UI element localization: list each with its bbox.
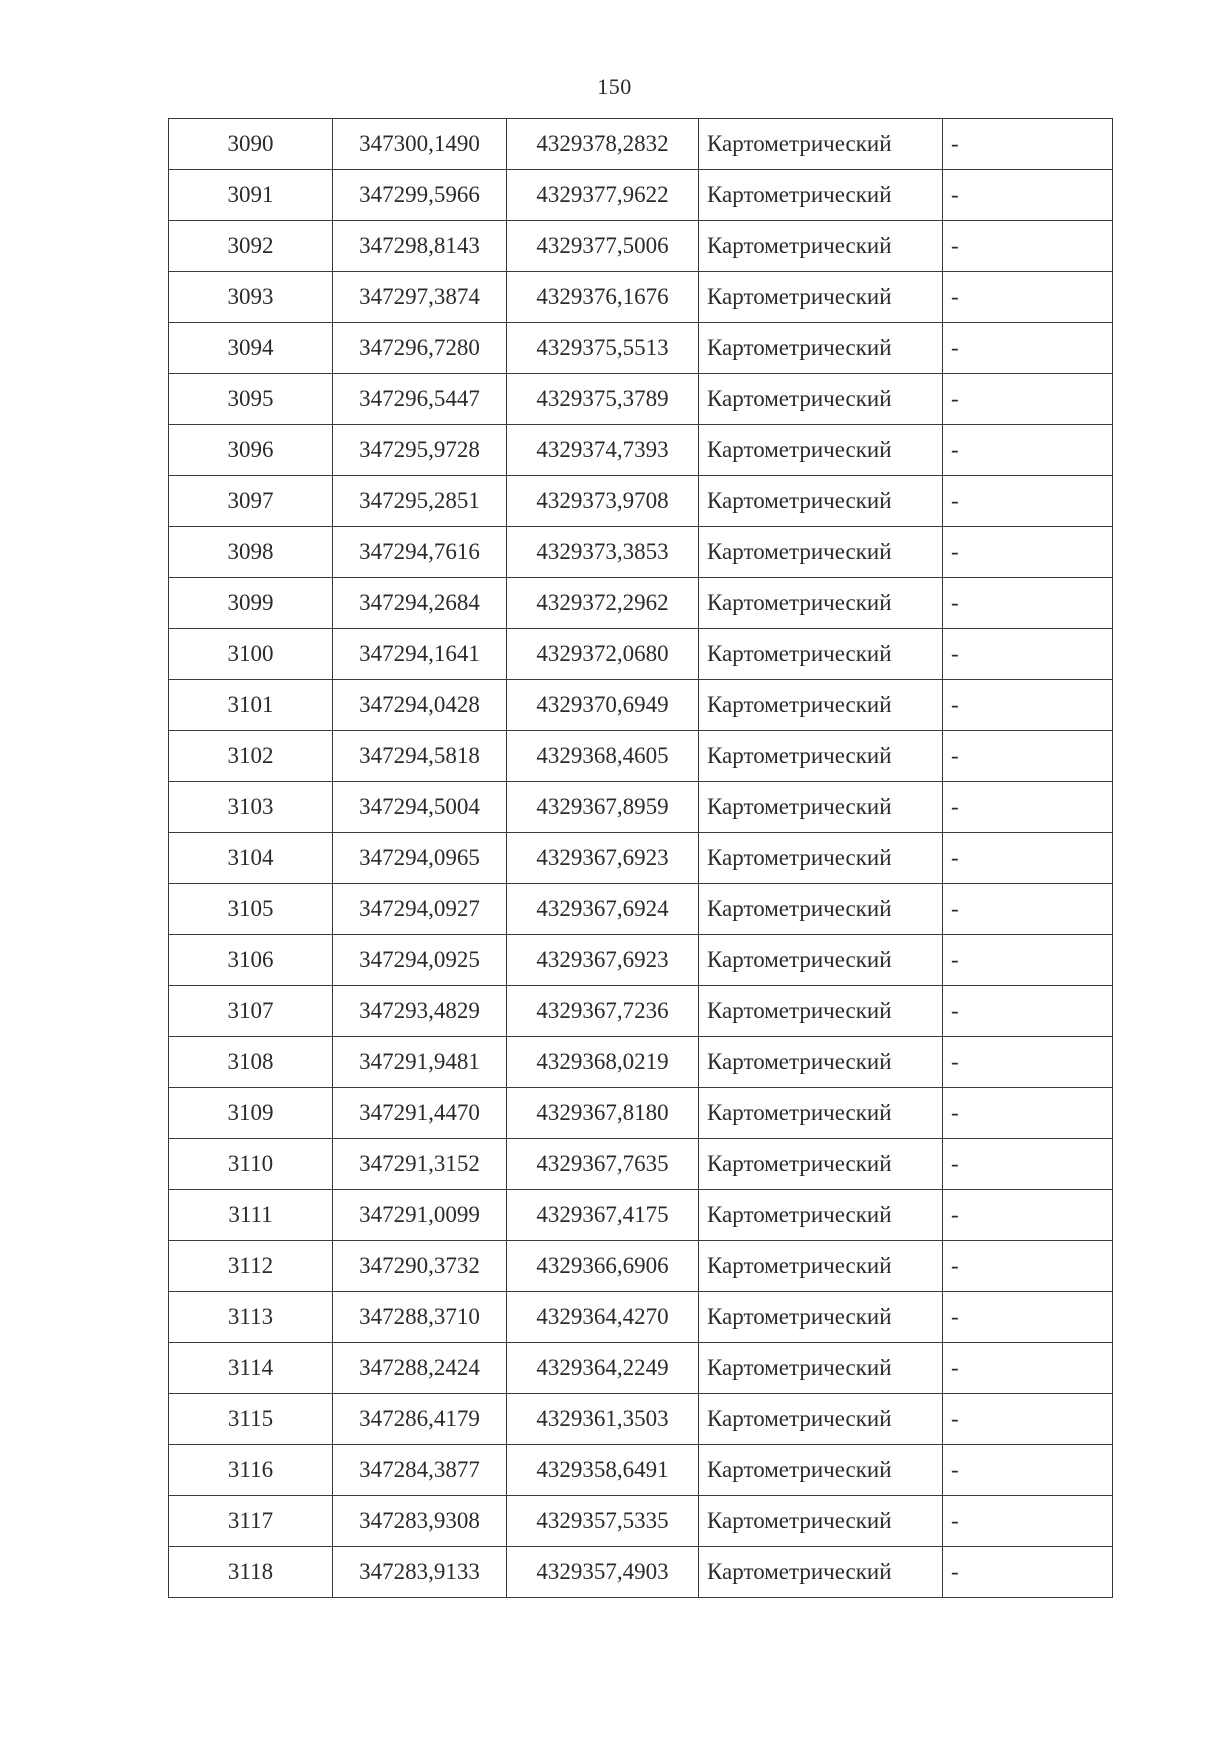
method-cell: Картометрический — [699, 1292, 943, 1343]
method-cell: Картометрический — [699, 680, 943, 731]
table-row — [169, 1037, 1113, 1088]
method-cell: Картометрический — [699, 1496, 943, 1547]
y-coordinate-cell: 4329367,8959 — [507, 782, 699, 833]
y-coordinate-cell: 4329367,7236 — [507, 986, 699, 1037]
note-cell: - — [943, 884, 1113, 935]
table-row — [169, 1139, 1113, 1190]
method-cell: Картометрический — [699, 782, 943, 833]
point-number-cell: 3103 — [169, 782, 333, 833]
note-cell: - — [943, 425, 1113, 476]
note-cell: - — [943, 680, 1113, 731]
x-coordinate-cell: 347299,5966 — [333, 170, 507, 221]
method-cell: Картометрический — [699, 1241, 943, 1292]
method-cell: Картометрический — [699, 1190, 943, 1241]
point-number-cell: 3114 — [169, 1343, 333, 1394]
note-cell: - — [943, 1241, 1113, 1292]
y-coordinate-cell: 4329373,3853 — [507, 527, 699, 578]
x-coordinate-cell: 347294,0965 — [333, 833, 507, 884]
x-coordinate-cell: 347290,3732 — [333, 1241, 507, 1292]
y-coordinate-cell: 4329358,6491 — [507, 1445, 699, 1496]
point-number-cell: 3096 — [169, 425, 333, 476]
note-cell: - — [943, 1394, 1113, 1445]
x-coordinate-cell: 347283,9133 — [333, 1547, 507, 1598]
point-number-cell: 3097 — [169, 476, 333, 527]
x-coordinate-cell: 347294,5004 — [333, 782, 507, 833]
table-row — [169, 272, 1113, 323]
x-coordinate-cell: 347298,8143 — [333, 221, 507, 272]
note-cell: - — [943, 119, 1113, 170]
table-row — [169, 782, 1113, 833]
method-cell: Картометрический — [699, 476, 943, 527]
point-number-cell: 3108 — [169, 1037, 333, 1088]
point-number-cell: 3110 — [169, 1139, 333, 1190]
table-row — [169, 629, 1113, 680]
x-coordinate-cell: 347283,9308 — [333, 1496, 507, 1547]
table-row — [169, 1292, 1113, 1343]
page-number: 150 — [597, 74, 632, 99]
point-number-cell: 3106 — [169, 935, 333, 986]
note-cell: - — [943, 221, 1113, 272]
x-coordinate-cell: 347284,3877 — [333, 1445, 507, 1496]
method-cell: Картометрический — [699, 374, 943, 425]
method-cell: Картометрический — [699, 527, 943, 578]
table-row — [169, 527, 1113, 578]
point-number-cell: 3112 — [169, 1241, 333, 1292]
note-cell: - — [943, 1292, 1113, 1343]
table-row — [169, 476, 1113, 527]
y-coordinate-cell: 4329374,7393 — [507, 425, 699, 476]
method-cell: Картометрический — [699, 170, 943, 221]
y-coordinate-cell: 4329377,9622 — [507, 170, 699, 221]
y-coordinate-cell: 4329376,1676 — [507, 272, 699, 323]
note-cell: - — [943, 1445, 1113, 1496]
x-coordinate-cell: 347295,9728 — [333, 425, 507, 476]
y-coordinate-cell: 4329361,3503 — [507, 1394, 699, 1445]
point-number-cell: 3099 — [169, 578, 333, 629]
table-row — [169, 731, 1113, 782]
x-coordinate-cell: 347295,2851 — [333, 476, 507, 527]
note-cell: - — [943, 323, 1113, 374]
note-cell: - — [943, 272, 1113, 323]
point-number-cell: 3118 — [169, 1547, 333, 1598]
y-coordinate-cell: 4329367,7635 — [507, 1139, 699, 1190]
note-cell: - — [943, 833, 1113, 884]
x-coordinate-cell: 347291,4470 — [333, 1088, 507, 1139]
point-number-cell: 3094 — [169, 323, 333, 374]
table-row — [169, 1547, 1113, 1598]
method-cell: Картометрический — [699, 1394, 943, 1445]
table-row — [169, 578, 1113, 629]
y-coordinate-cell: 4329372,2962 — [507, 578, 699, 629]
y-coordinate-cell: 4329367,6923 — [507, 935, 699, 986]
method-cell: Картометрический — [699, 986, 943, 1037]
x-coordinate-cell: 347296,5447 — [333, 374, 507, 425]
y-coordinate-cell: 4329367,6923 — [507, 833, 699, 884]
coordinates-table-body — [169, 119, 1113, 1598]
table-row — [169, 1496, 1113, 1547]
y-coordinate-cell: 4329375,5513 — [507, 323, 699, 374]
note-cell: - — [943, 374, 1113, 425]
x-coordinate-cell: 347294,7616 — [333, 527, 507, 578]
method-cell: Картометрический — [699, 833, 943, 884]
method-cell: Картометрический — [699, 1445, 943, 1496]
table-row — [169, 884, 1113, 935]
method-cell: Картометрический — [699, 272, 943, 323]
method-cell: Картометрический — [699, 221, 943, 272]
x-coordinate-cell: 347291,0099 — [333, 1190, 507, 1241]
point-number-cell: 3111 — [169, 1190, 333, 1241]
y-coordinate-cell: 4329357,5335 — [507, 1496, 699, 1547]
point-number-cell: 3098 — [169, 527, 333, 578]
x-coordinate-cell: 347300,1490 — [333, 119, 507, 170]
point-number-cell: 3102 — [169, 731, 333, 782]
note-cell: - — [943, 782, 1113, 833]
method-cell: Картометрический — [699, 119, 943, 170]
table-row — [169, 1394, 1113, 1445]
table-row — [169, 1241, 1113, 1292]
y-coordinate-cell: 4329372,0680 — [507, 629, 699, 680]
note-cell: - — [943, 1547, 1113, 1598]
point-number-cell: 3105 — [169, 884, 333, 935]
table-row — [169, 119, 1113, 170]
method-cell: Картометрический — [699, 323, 943, 374]
note-cell: - — [943, 1343, 1113, 1394]
table-row — [169, 425, 1113, 476]
y-coordinate-cell: 4329364,2249 — [507, 1343, 699, 1394]
method-cell: Картометрический — [699, 1037, 943, 1088]
table-row — [169, 221, 1113, 272]
method-cell: Картометрический — [699, 1343, 943, 1394]
point-number-cell: 3091 — [169, 170, 333, 221]
table-row — [169, 374, 1113, 425]
y-coordinate-cell: 4329375,3789 — [507, 374, 699, 425]
x-coordinate-cell: 347296,7280 — [333, 323, 507, 374]
point-number-cell: 3113 — [169, 1292, 333, 1343]
x-coordinate-cell: 347294,1641 — [333, 629, 507, 680]
x-coordinate-cell: 347286,4179 — [333, 1394, 507, 1445]
point-number-cell: 3115 — [169, 1394, 333, 1445]
x-coordinate-cell: 347297,3874 — [333, 272, 507, 323]
method-cell: Картометрический — [699, 731, 943, 782]
x-coordinate-cell: 347294,0925 — [333, 935, 507, 986]
point-number-cell: 3095 — [169, 374, 333, 425]
point-number-cell: 3117 — [169, 1496, 333, 1547]
point-number-cell: 3116 — [169, 1445, 333, 1496]
y-coordinate-cell: 4329368,4605 — [507, 731, 699, 782]
note-cell: - — [943, 170, 1113, 221]
method-cell: Картометрический — [699, 578, 943, 629]
x-coordinate-cell: 347294,0428 — [333, 680, 507, 731]
table-row — [169, 1088, 1113, 1139]
x-coordinate-cell: 347291,9481 — [333, 1037, 507, 1088]
table-row — [169, 680, 1113, 731]
note-cell: - — [943, 935, 1113, 986]
x-coordinate-cell: 347288,2424 — [333, 1343, 507, 1394]
y-coordinate-cell: 4329367,8180 — [507, 1088, 699, 1139]
point-number-cell: 3090 — [169, 119, 333, 170]
method-cell: Картометрический — [699, 1088, 943, 1139]
point-number-cell: 3092 — [169, 221, 333, 272]
x-coordinate-cell: 347294,0927 — [333, 884, 507, 935]
table-row — [169, 935, 1113, 986]
point-number-cell: 3109 — [169, 1088, 333, 1139]
x-coordinate-cell: 347294,5818 — [333, 731, 507, 782]
y-coordinate-cell: 4329370,6949 — [507, 680, 699, 731]
method-cell: Картометрический — [699, 884, 943, 935]
y-coordinate-cell: 4329367,4175 — [507, 1190, 699, 1241]
method-cell: Картометрический — [699, 1139, 943, 1190]
y-coordinate-cell: 4329367,6924 — [507, 884, 699, 935]
x-coordinate-cell: 347291,3152 — [333, 1139, 507, 1190]
note-cell: - — [943, 629, 1113, 680]
note-cell: - — [943, 1190, 1113, 1241]
note-cell: - — [943, 986, 1113, 1037]
note-cell: - — [943, 731, 1113, 782]
method-cell: Картометрический — [699, 629, 943, 680]
note-cell: - — [943, 527, 1113, 578]
note-cell: - — [943, 578, 1113, 629]
y-coordinate-cell: 4329378,2832 — [507, 119, 699, 170]
x-coordinate-cell: 347293,4829 — [333, 986, 507, 1037]
coordinates-table — [168, 118, 1113, 1598]
method-cell: Картометрический — [699, 935, 943, 986]
table-row — [169, 323, 1113, 374]
point-number-cell: 3104 — [169, 833, 333, 884]
point-number-cell: 3101 — [169, 680, 333, 731]
table-row — [169, 833, 1113, 884]
note-cell: - — [943, 1088, 1113, 1139]
table-row — [169, 1343, 1113, 1394]
y-coordinate-cell: 4329364,4270 — [507, 1292, 699, 1343]
y-coordinate-cell: 4329368,0219 — [507, 1037, 699, 1088]
table-row — [169, 986, 1113, 1037]
point-number-cell: 3107 — [169, 986, 333, 1037]
x-coordinate-cell: 347294,2684 — [333, 578, 507, 629]
table-row — [169, 170, 1113, 221]
method-cell: Картометрический — [699, 425, 943, 476]
table-row — [169, 1445, 1113, 1496]
table-row — [169, 1190, 1113, 1241]
point-number-cell: 3100 — [169, 629, 333, 680]
note-cell: - — [943, 1496, 1113, 1547]
y-coordinate-cell: 4329357,4903 — [507, 1547, 699, 1598]
method-cell: Картометрический — [699, 1547, 943, 1598]
note-cell: - — [943, 1139, 1113, 1190]
x-coordinate-cell: 347288,3710 — [333, 1292, 507, 1343]
y-coordinate-cell: 4329373,9708 — [507, 476, 699, 527]
note-cell: - — [943, 1037, 1113, 1088]
point-number-cell: 3093 — [169, 272, 333, 323]
note-cell: - — [943, 476, 1113, 527]
y-coordinate-cell: 4329366,6906 — [507, 1241, 699, 1292]
y-coordinate-cell: 4329377,5006 — [507, 221, 699, 272]
